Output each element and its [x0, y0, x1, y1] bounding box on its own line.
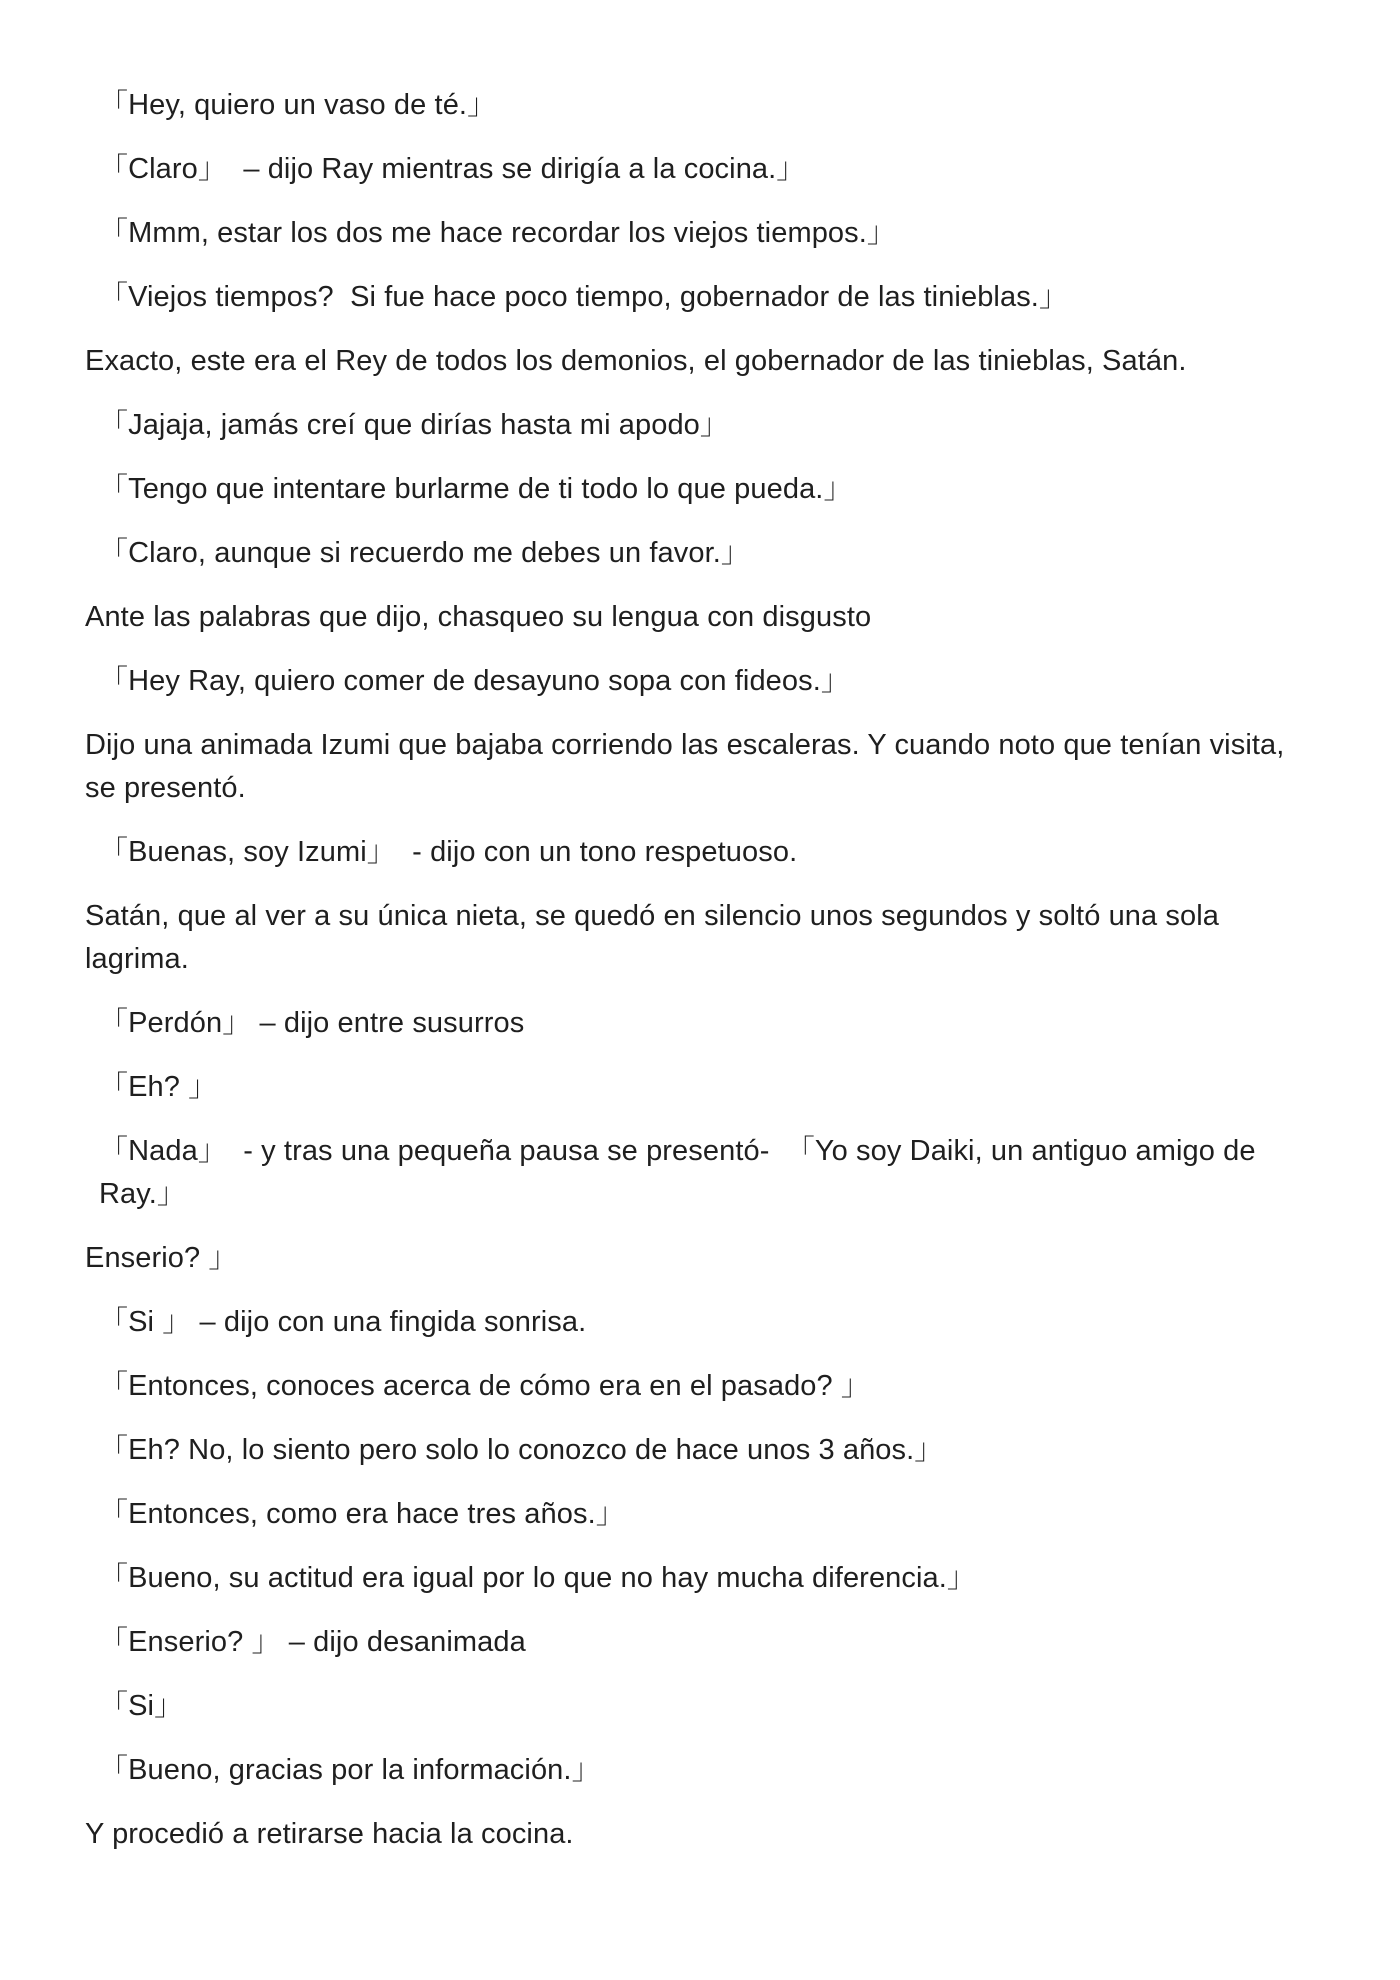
dialog-line: 「Hey, quiero un vaso de té.」: [99, 89, 497, 121]
dialog-line: 「Viejos tiempos? Si fue hace poco tiempo, gobernador de las tinieblas.」: [99, 281, 1069, 313]
dialog-line: 「Si 」 – dijo con una fingida sonrisa.: [99, 1306, 587, 1338]
narration-paragraph: Y procedió a retirarse hacia la cocina.: [85, 1818, 574, 1850]
narration-paragraph: Satán, que al ver a su única nieta, se quedó en silencio unos segundos y soltó una sola lagrima.: [85, 900, 1228, 975]
dialog-line: 「Eh? 」: [99, 1071, 218, 1103]
dialog-line: 「Buenas, soy Izumi」 - dijo con un tono respetuoso.: [99, 836, 798, 868]
narration-paragraph: Ante las palabras que dijo, chasqueo su lengua con disgusto: [85, 601, 872, 633]
dialog-line: 「Claro, aunque si recuerdo me debes un favor.」: [99, 537, 751, 569]
dialog-line: 「Eh? No, lo siento pero solo lo conozco de hace unos 3 años.」: [99, 1434, 944, 1466]
dialog-line: 「Bueno, gracias por la información.」: [99, 1754, 601, 1786]
dialog-line: 「Perdón」 – dijo entre susurros: [99, 1007, 525, 1039]
dialog-line: 「Mmm, estar los dos me hace recordar los viejos tiempos.」: [99, 217, 897, 249]
dialog-line: 「Enserio? 」 – dijo desanimada: [99, 1626, 526, 1658]
dialog-line: 「Claro」 – dijo Ray mientras se dirigía a la cocina.」: [99, 153, 806, 185]
dialog-line: 「Nada」 - y tras una pequeña pausa se presentó- 「Yo soy Daiki, un antiguo amigo de Ray.」: [99, 1135, 1264, 1210]
dialog-line: 「Entonces, conoces acerca de cómo era en el pasado? 」: [99, 1370, 871, 1402]
dialog-line: 「Jajaja, jamás creí que dirías hasta mi apodo」: [99, 409, 730, 441]
narration-paragraph: Dijo una animada Izumi que bajaba corriendo las escaleras. Y cuando noto que tenían visita, se presentó.: [85, 729, 1293, 804]
dialog-line: 「Entonces, como era hace tres años.」: [99, 1498, 625, 1530]
text-body: [85, 84, 1310, 1856]
dialog-line: 「Si」: [99, 1690, 184, 1722]
dialog-line: 「Tengo que intentare burlarme de ti todo lo que pueda.」: [99, 473, 853, 505]
narration-paragraph: Exacto, este era el Rey de todos los demonios, el gobernador de las tinieblas, Satán.: [85, 345, 1187, 377]
dialog-line: 「Hey Ray, quiero comer de desayuno sopa con fideos.」: [99, 665, 851, 697]
narration-paragraph: Enserio? 」: [85, 1242, 238, 1274]
dialog-line: 「Bueno, su actitud era igual por lo que no hay mucha diferencia.」: [99, 1562, 977, 1594]
